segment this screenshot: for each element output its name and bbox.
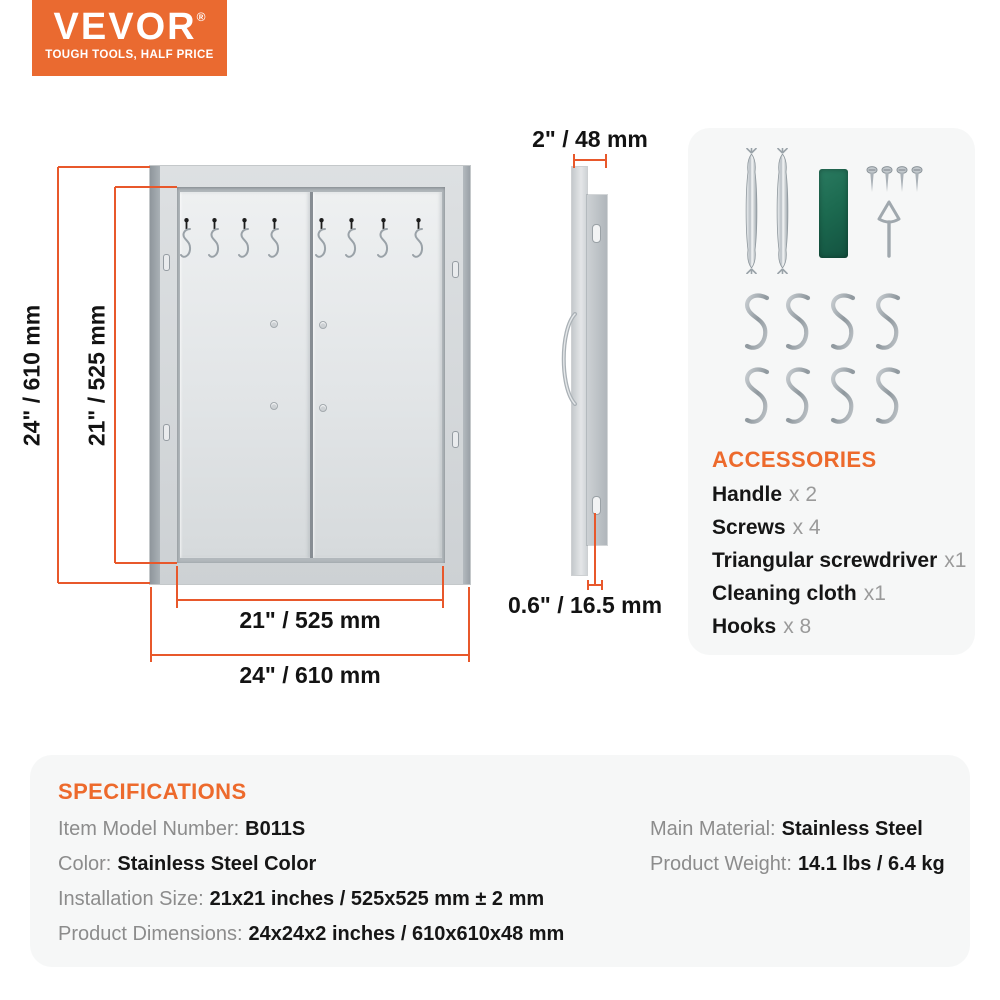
spec-label: Product Weight: — [650, 853, 792, 875]
spec-label: Main Material: — [650, 818, 776, 840]
door-right-edge — [463, 166, 470, 584]
frame-slot — [452, 261, 459, 278]
spec-row — [58, 853, 564, 875]
accessory-qty: x1 — [944, 549, 967, 572]
s-hook-icon — [410, 218, 427, 268]
panel-screw — [319, 404, 327, 412]
spec-row — [650, 818, 945, 840]
dim-line-depth — [574, 154, 606, 168]
s-hook-icon — [375, 218, 392, 268]
spec-row — [58, 923, 564, 945]
s-hook-icon — [740, 365, 774, 431]
spec-label: Installation Size: — [58, 888, 204, 910]
vevor-logo — [32, 0, 227, 76]
spec-row — [58, 888, 564, 910]
list-item — [712, 615, 961, 638]
accessory-qty: x 4 — [792, 516, 821, 539]
s-hook-icon — [871, 365, 905, 431]
accessory-name: Handle — [712, 483, 783, 506]
spec-label: Color: — [58, 853, 112, 875]
triangular-screwdriver-icon — [874, 198, 904, 260]
frame-slot — [163, 254, 170, 271]
dim-label-outer-width: 24" / 610 mm — [239, 662, 381, 688]
s-hook-icon — [740, 291, 774, 357]
accessory-qty: x 2 — [789, 483, 818, 506]
accessories-title: ACCESSORIES — [712, 447, 877, 472]
spec-value: Stainless Steel — [781, 818, 923, 840]
spec-label: Product Dimensions: — [58, 923, 243, 945]
s-hook-icon — [826, 291, 860, 357]
s-hook-icon — [781, 365, 815, 431]
s-hook-icon — [313, 218, 330, 268]
door-left-edge — [150, 166, 160, 584]
dim-label-inner-height: 21" / 525 mm — [83, 304, 110, 447]
frame-slot — [163, 424, 170, 441]
side-view-handle — [552, 312, 578, 406]
accessory-name: Hooks — [712, 615, 777, 638]
dim-label-depth: 2" / 48 mm — [532, 126, 648, 152]
accessory-name: Cleaning cloth — [712, 582, 857, 605]
accessory-qty: x1 — [863, 582, 886, 605]
s-hook-icon — [781, 291, 815, 357]
side-view-frame — [587, 195, 607, 545]
accessory-qty: x 8 — [783, 615, 812, 638]
dim-label-flange: 0.6" / 16.5 mm — [507, 592, 663, 618]
accessory-name: Screws — [712, 516, 786, 539]
handle-icon — [774, 148, 791, 274]
specifications-title: SPECIFICATIONS — [58, 779, 247, 804]
spec-row — [650, 853, 945, 875]
registered-mark: ® — [196, 10, 206, 24]
panel-screw — [270, 402, 278, 410]
specifications-right-column — [650, 779, 945, 875]
screws-icon — [866, 166, 924, 194]
vevor-logo-tagline: TOUGH TOOLS, HALF PRICE — [45, 49, 214, 61]
specifications-left-column — [58, 779, 564, 945]
list-item — [712, 549, 967, 572]
vevor-logo-wordmark — [32, 8, 227, 46]
s-hook-icon — [206, 218, 223, 268]
panel-screw — [270, 320, 278, 328]
spec-row — [58, 818, 564, 840]
s-hook-icon — [236, 218, 253, 268]
spec-value: Stainless Steel Color — [117, 853, 317, 875]
panel-screw — [319, 321, 327, 329]
list-item — [712, 483, 961, 506]
list-item — [712, 582, 961, 605]
s-hook-icon — [343, 218, 360, 268]
spec-value: 14.1 lbs / 6.4 kg — [797, 853, 945, 875]
dim-label-inner-width: 21" / 525 mm — [239, 607, 381, 633]
s-hook-icon — [178, 218, 195, 268]
spec-value: B011S — [245, 818, 306, 840]
spec-value: 24x24x2 inches / 610x610x48 mm — [248, 923, 565, 945]
specifications-card — [30, 755, 970, 967]
accessories-list — [712, 447, 967, 638]
s-hook-icon — [266, 218, 283, 268]
side-view-slot — [592, 496, 601, 515]
dim-label-outer-height: 24" / 610 mm — [18, 304, 45, 447]
side-view-slot — [592, 224, 601, 243]
s-hook-icon — [826, 365, 860, 431]
cleaning-cloth — [819, 169, 848, 258]
list-item — [712, 516, 961, 539]
s-hook-icon — [871, 291, 905, 357]
handle-icon — [743, 148, 760, 274]
vevor-logo-text: VEVOR — [53, 6, 197, 48]
accessory-name: Triangular screwdriver — [712, 549, 938, 572]
spec-value: 21x21 inches / 525x525 mm ± 2 mm — [209, 888, 545, 910]
accessories-card — [688, 128, 975, 655]
frame-slot — [452, 431, 459, 448]
spec-label: Item Model Number: — [58, 818, 240, 840]
